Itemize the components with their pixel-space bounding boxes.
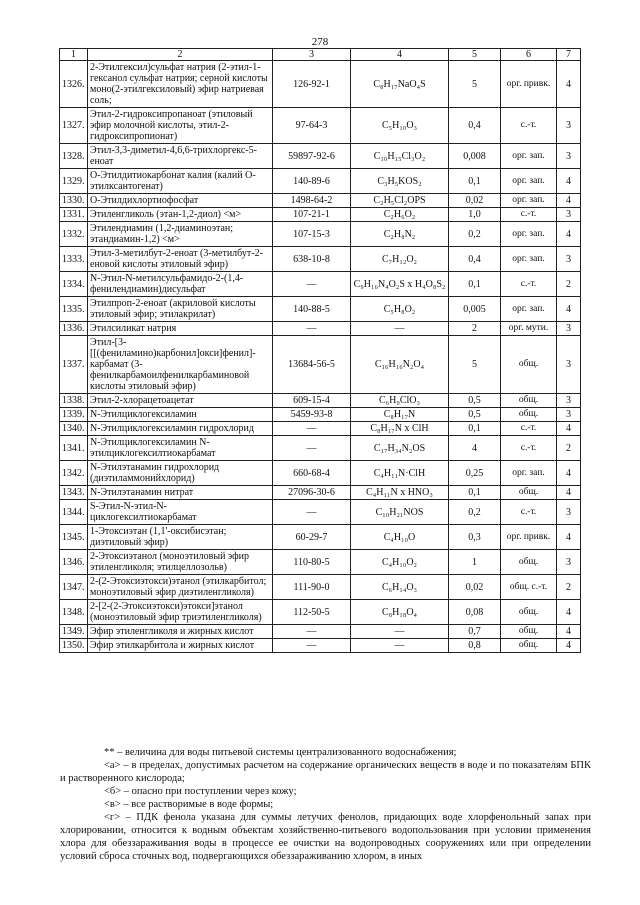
row-number: 1346. bbox=[60, 550, 88, 575]
hazard-class: 4 bbox=[557, 297, 581, 322]
hazard-indicator: общ. bbox=[501, 550, 557, 575]
substance-name: О-Этилдитиокарбонат калия (калий О-этилксантогенат) bbox=[88, 169, 273, 194]
chemical-formula: C₆H₁₄O₃ bbox=[351, 575, 449, 600]
norm-value: 0,2 bbox=[449, 500, 501, 525]
hazard-class: 4 bbox=[557, 525, 581, 550]
page-number: 278 bbox=[311, 36, 329, 48]
hazard-indicator: орг. зап. bbox=[501, 194, 557, 208]
table-row bbox=[60, 297, 581, 322]
chemical-formula: C₁₀H₂₁NOS bbox=[351, 500, 449, 525]
hazard-class: 4 bbox=[557, 194, 581, 208]
chemical-formula: C₈H₁₈O₄ bbox=[351, 600, 449, 625]
row-number: 1336. bbox=[60, 322, 88, 336]
cas-number: 140-88-5 bbox=[273, 297, 351, 322]
hazard-indicator: с.-т. bbox=[501, 108, 557, 144]
substances-table bbox=[59, 48, 581, 653]
hazard-indicator: общ. с.-т. bbox=[501, 575, 557, 600]
hazard-indicator: с.-т. bbox=[501, 422, 557, 436]
table-row bbox=[60, 600, 581, 625]
table-row bbox=[60, 639, 581, 653]
norm-value: 0,08 bbox=[449, 600, 501, 625]
substance-name: Эфир этиленгликоля и жирных кислот bbox=[88, 625, 273, 639]
table-row bbox=[60, 336, 581, 394]
table-row bbox=[60, 222, 581, 247]
chemical-formula: — bbox=[351, 639, 449, 653]
chemical-formula: C₅H₁₀O₃ bbox=[351, 108, 449, 144]
row-number: 1348. bbox=[60, 600, 88, 625]
row-number: 1339. bbox=[60, 408, 88, 422]
chemical-formula: — bbox=[351, 625, 449, 639]
table-row bbox=[60, 144, 581, 169]
substance-name: Этил-2-гидроксипропаноат (этиловый эфир молочной кислоты, этил-2- гидроксипропионат) bbox=[88, 108, 273, 144]
column-header: 7 bbox=[557, 49, 581, 61]
row-number: 1326. bbox=[60, 61, 88, 108]
substance-name: 2-Этилгексил)сульфат натрия (2-этил-1-гексанол сульфат натрия; серной кислоты моно(2-этилгексиловый) эфир натриевая соль; bbox=[88, 61, 273, 108]
hazard-class: 3 bbox=[557, 394, 581, 408]
hazard-class: 3 bbox=[557, 144, 581, 169]
cas-number: 13684-56-5 bbox=[273, 336, 351, 394]
norm-value: 0,1 bbox=[449, 486, 501, 500]
chemical-formula: C₃H₅KOS₂ bbox=[351, 169, 449, 194]
cas-number: 107-15-3 bbox=[273, 222, 351, 247]
hazard-class: 4 bbox=[557, 222, 581, 247]
hazard-class: 4 bbox=[557, 61, 581, 108]
norm-value: 0,7 bbox=[449, 625, 501, 639]
chemical-formula: C₈H₁₇N bbox=[351, 408, 449, 422]
substance-name: О-Этилдихлортиофосфат bbox=[88, 194, 273, 208]
hazard-class: 4 bbox=[557, 600, 581, 625]
row-number: 1341. bbox=[60, 436, 88, 461]
cas-number: 60-29-7 bbox=[273, 525, 351, 550]
row-number: 1332. bbox=[60, 222, 88, 247]
hazard-indicator: орг. зап. bbox=[501, 222, 557, 247]
norm-value: 0,5 bbox=[449, 408, 501, 422]
row-number: 1335. bbox=[60, 297, 88, 322]
substance-name: N-Этилциклогексиламин bbox=[88, 408, 273, 422]
hazard-class: 2 bbox=[557, 575, 581, 600]
substance-name: N-Этилэтанамин нитрат bbox=[88, 486, 273, 500]
hazard-class: 3 bbox=[557, 500, 581, 525]
norm-value: 0,4 bbox=[449, 247, 501, 272]
table-body bbox=[60, 61, 581, 653]
norm-value: 0,1 bbox=[449, 169, 501, 194]
substance-name: 1-Этоксиэтан (1,1'-оксибисэтан; диэтиловый эфир) bbox=[88, 525, 273, 550]
norm-value: 4 bbox=[449, 436, 501, 461]
cas-number: — bbox=[273, 322, 351, 336]
footnotes bbox=[60, 746, 591, 863]
table-row bbox=[60, 272, 581, 297]
hazard-indicator: с.-т. bbox=[501, 272, 557, 297]
row-number: 1342. bbox=[60, 461, 88, 486]
norm-value: 0,008 bbox=[449, 144, 501, 169]
substance-name: N-Этилциклогексиламин N-этилциклогексилтиокарбамат bbox=[88, 436, 273, 461]
hazard-class: 4 bbox=[557, 486, 581, 500]
hazard-indicator: общ. bbox=[501, 486, 557, 500]
hazard-indicator: орг. зап. bbox=[501, 144, 557, 169]
column-header: 2 bbox=[88, 49, 273, 61]
chemical-formula: C₄H₁₀O bbox=[351, 525, 449, 550]
hazard-indicator: с.-т. bbox=[501, 436, 557, 461]
table-row bbox=[60, 500, 581, 525]
hazard-indicator: орг. зап. bbox=[501, 461, 557, 486]
hazard-indicator: орг. зап. bbox=[501, 169, 557, 194]
substance-name: Этилпроп-2-еноат (акриловой кислоты этиловый эфир; этилакрилат) bbox=[88, 297, 273, 322]
table-row bbox=[60, 394, 581, 408]
table-row bbox=[60, 322, 581, 336]
row-number: 1328. bbox=[60, 144, 88, 169]
cas-number: 609-15-4 bbox=[273, 394, 351, 408]
norm-value: 0,25 bbox=[449, 461, 501, 486]
cas-number: 107-21-1 bbox=[273, 208, 351, 222]
hazard-class: 3 bbox=[557, 550, 581, 575]
substance-name: S-Этил-N-этил-N-циклогексилтиокарбамат bbox=[88, 500, 273, 525]
hazard-indicator: общ. bbox=[501, 600, 557, 625]
norm-value: 5 bbox=[449, 61, 501, 108]
table-row bbox=[60, 461, 581, 486]
row-number: 1334. bbox=[60, 272, 88, 297]
chemical-formula: C₄H₁₁N·ClH bbox=[351, 461, 449, 486]
footnote: <в> – все растворимые в воде формы; bbox=[104, 799, 274, 810]
chemical-formula: C₉H₁₆N₄O₂S x H₄O₈S₂ bbox=[351, 272, 449, 297]
hazard-class: 4 bbox=[557, 169, 581, 194]
hazard-indicator: орг. зап. bbox=[501, 297, 557, 322]
norm-value: 2 bbox=[449, 322, 501, 336]
table-row bbox=[60, 625, 581, 639]
row-number: 1344. bbox=[60, 500, 88, 525]
cas-number: 59897-92-6 bbox=[273, 144, 351, 169]
row-number: 1347. bbox=[60, 575, 88, 600]
hazard-class: 4 bbox=[557, 625, 581, 639]
cas-number: 97-64-3 bbox=[273, 108, 351, 144]
hazard-indicator: с.-т. bbox=[501, 208, 557, 222]
row-number: 1331. bbox=[60, 208, 88, 222]
substance-name: Эфир этилкарбитола и жирных кислот bbox=[88, 639, 273, 653]
row-number: 1350. bbox=[60, 639, 88, 653]
row-number: 1345. bbox=[60, 525, 88, 550]
cas-number: 112-50-5 bbox=[273, 600, 351, 625]
norm-value: 0,1 bbox=[449, 422, 501, 436]
hazard-indicator: с.-т. bbox=[501, 500, 557, 525]
chemical-formula: C₂H₅Cl₂OPS bbox=[351, 194, 449, 208]
hazard-class: 3 bbox=[557, 208, 581, 222]
hazard-indicator: орг. мути. bbox=[501, 322, 557, 336]
footnote: <г> – ПДК фенола указана для суммы летучих фенолов, придающих воде хлорфенольный запах при хлорировании, относится к водным объектам хозяйственно-питьевого водопользования при условии применения хлора для обеззараживания воды в процессе ее очистки на водопроводных сооружениях или при определении условий сброса сточных вод, подвергающихся обеззараживанию хлором, в иных bbox=[60, 812, 591, 862]
row-number: 1330. bbox=[60, 194, 88, 208]
norm-value: 0,5 bbox=[449, 394, 501, 408]
hazard-class: 3 bbox=[557, 336, 581, 394]
substance-name: Этил-2-хлорацетоацетат bbox=[88, 394, 273, 408]
chemical-formula: C₈H₁₇N x ClH bbox=[351, 422, 449, 436]
chemical-formula: C₂H₈N₂ bbox=[351, 222, 449, 247]
hazard-class: 3 bbox=[557, 408, 581, 422]
column-header: 6 bbox=[501, 49, 557, 61]
hazard-indicator: общ. bbox=[501, 408, 557, 422]
cas-number: — bbox=[273, 422, 351, 436]
table-row bbox=[60, 408, 581, 422]
substance-name: 2-[2-(2-Этоксиэтокси)этокси]этанол (моноэтиловый эфир триэтиленгликоля) bbox=[88, 600, 273, 625]
hazard-indicator: орг. зап. bbox=[501, 247, 557, 272]
table-row bbox=[60, 575, 581, 600]
hazard-class: 3 bbox=[557, 322, 581, 336]
row-number: 1343. bbox=[60, 486, 88, 500]
row-number: 1327. bbox=[60, 108, 88, 144]
cas-number: 1498-64-2 bbox=[273, 194, 351, 208]
norm-value: 0,8 bbox=[449, 639, 501, 653]
hazard-class: 4 bbox=[557, 422, 581, 436]
substance-name: Этилсиликат натрия bbox=[88, 322, 273, 336]
cas-number: 27096-30-6 bbox=[273, 486, 351, 500]
chemical-formula: C₈H₁₇NaO₄S bbox=[351, 61, 449, 108]
row-number: 1333. bbox=[60, 247, 88, 272]
row-number: 1340. bbox=[60, 422, 88, 436]
chemical-formula: C₁₀H₁₅Cl₃O₂ bbox=[351, 144, 449, 169]
table-row bbox=[60, 247, 581, 272]
norm-value: 5 bbox=[449, 336, 501, 394]
table-row bbox=[60, 208, 581, 222]
cas-number: 638-10-8 bbox=[273, 247, 351, 272]
column-header: 3 bbox=[273, 49, 351, 61]
chemical-formula: — bbox=[351, 322, 449, 336]
hazard-indicator: общ. bbox=[501, 336, 557, 394]
cas-number: 111-90-0 bbox=[273, 575, 351, 600]
substance-name: N-Этилциклогексиламин гидрохлорид bbox=[88, 422, 273, 436]
hazard-indicator: общ. bbox=[501, 625, 557, 639]
norm-value: 0,2 bbox=[449, 222, 501, 247]
footnote: <б> – опасно при поступлении через кожу; bbox=[104, 786, 297, 797]
hazard-class: 2 bbox=[557, 436, 581, 461]
norm-value: 0,02 bbox=[449, 575, 501, 600]
table-row bbox=[60, 486, 581, 500]
column-header-row bbox=[60, 49, 581, 61]
cas-number: 660-68-4 bbox=[273, 461, 351, 486]
hazard-class: 3 bbox=[557, 247, 581, 272]
cas-number: — bbox=[273, 272, 351, 297]
table-row bbox=[60, 169, 581, 194]
hazard-class: 3 bbox=[557, 108, 581, 144]
norm-value: 1 bbox=[449, 550, 501, 575]
chemical-formula: C₁₆H₁₆N₂O₄ bbox=[351, 336, 449, 394]
chemical-formula: C₇H₁₂O₂ bbox=[351, 247, 449, 272]
hazard-indicator: орг. привк. bbox=[501, 61, 557, 108]
substance-name: Этиленгликоль (этан-1,2-диол) <м> bbox=[88, 208, 273, 222]
norm-value: 0,02 bbox=[449, 194, 501, 208]
table-row bbox=[60, 61, 581, 108]
table-row bbox=[60, 436, 581, 461]
row-number: 1337. bbox=[60, 336, 88, 394]
cas-number: 110-80-5 bbox=[273, 550, 351, 575]
norm-value: 0,4 bbox=[449, 108, 501, 144]
hazard-indicator: общ. bbox=[501, 639, 557, 653]
column-header: 1 bbox=[60, 49, 88, 61]
norm-value: 0,3 bbox=[449, 525, 501, 550]
substance-name: N-Этил-N-метилсульфамидо-2-(1,4-фенилендиамин)дисульфат bbox=[88, 272, 273, 297]
column-header: 5 bbox=[449, 49, 501, 61]
chemical-formula: C₁₇H₃₄N₂OS bbox=[351, 436, 449, 461]
cas-number: — bbox=[273, 639, 351, 653]
row-number: 1349. bbox=[60, 625, 88, 639]
norm-value: 0,1 bbox=[449, 272, 501, 297]
cas-number: 5459-93-8 bbox=[273, 408, 351, 422]
chemical-formula: C₂H₆O₂ bbox=[351, 208, 449, 222]
row-number: 1329. bbox=[60, 169, 88, 194]
substance-name: Этилендиамин (1,2-диаминоэтан; этандиамин-1,2) <м> bbox=[88, 222, 273, 247]
row-number: 1338. bbox=[60, 394, 88, 408]
table-row bbox=[60, 422, 581, 436]
footnote: <а> – в пределах, допустимых расчетом на содержание органических веществ в воде и по показателям БПК и растворенного кислорода; bbox=[60, 760, 591, 784]
hazard-class: 4 bbox=[557, 639, 581, 653]
hazard-class: 2 bbox=[557, 272, 581, 297]
substance-name: 2-Этоксиэтанол (моноэтиловый эфир этиленгликоля; этилцеллозольв) bbox=[88, 550, 273, 575]
chemical-formula: C₄H₁₁N x HNO₃ bbox=[351, 486, 449, 500]
table-row bbox=[60, 525, 581, 550]
chemical-formula: C₄H₁₀O₂ bbox=[351, 550, 449, 575]
footnote: ** – величина для воды питьевой системы централизованного водоснабжения; bbox=[104, 747, 457, 758]
cas-number: — bbox=[273, 436, 351, 461]
chemical-formula: C₆H₉ClO₃ bbox=[351, 394, 449, 408]
cas-number: — bbox=[273, 625, 351, 639]
hazard-class: 4 bbox=[557, 461, 581, 486]
table-row bbox=[60, 550, 581, 575]
table-row bbox=[60, 108, 581, 144]
hazard-indicator: общ. bbox=[501, 394, 557, 408]
column-header: 4 bbox=[351, 49, 449, 61]
substance-name: Этил-3,3-диметил-4,6,6-трихлоргекс-5-еноат bbox=[88, 144, 273, 169]
cas-number: 126-92-1 bbox=[273, 61, 351, 108]
table-row bbox=[60, 194, 581, 208]
hazard-indicator: орг. привк. bbox=[501, 525, 557, 550]
substance-name: Этил-3-метилбут-2-еноат (3-метилбут-2-еновой кислоты этиловый эфир) bbox=[88, 247, 273, 272]
substance-name: Этил-[3-[[(фениламино)карбонил]окси]фенил]-карбамат (3-фенилкарбамоилфенилкарбаминовой кислоты этиловый эфир) bbox=[88, 336, 273, 394]
substance-name: 2-(2-Этоксиэтокси)этанол (этилкарбитол; моноэтиловый эфир диэтиленгликоля) bbox=[88, 575, 273, 600]
norm-value: 0,005 bbox=[449, 297, 501, 322]
norm-value: 1,0 bbox=[449, 208, 501, 222]
substance-name: N-Этилэтанамин гидрохлорид (диэтиламмонийхлорид) bbox=[88, 461, 273, 486]
chemical-formula: C₅H₈O₂ bbox=[351, 297, 449, 322]
cas-number: 140-89-6 bbox=[273, 169, 351, 194]
cas-number: — bbox=[273, 500, 351, 525]
